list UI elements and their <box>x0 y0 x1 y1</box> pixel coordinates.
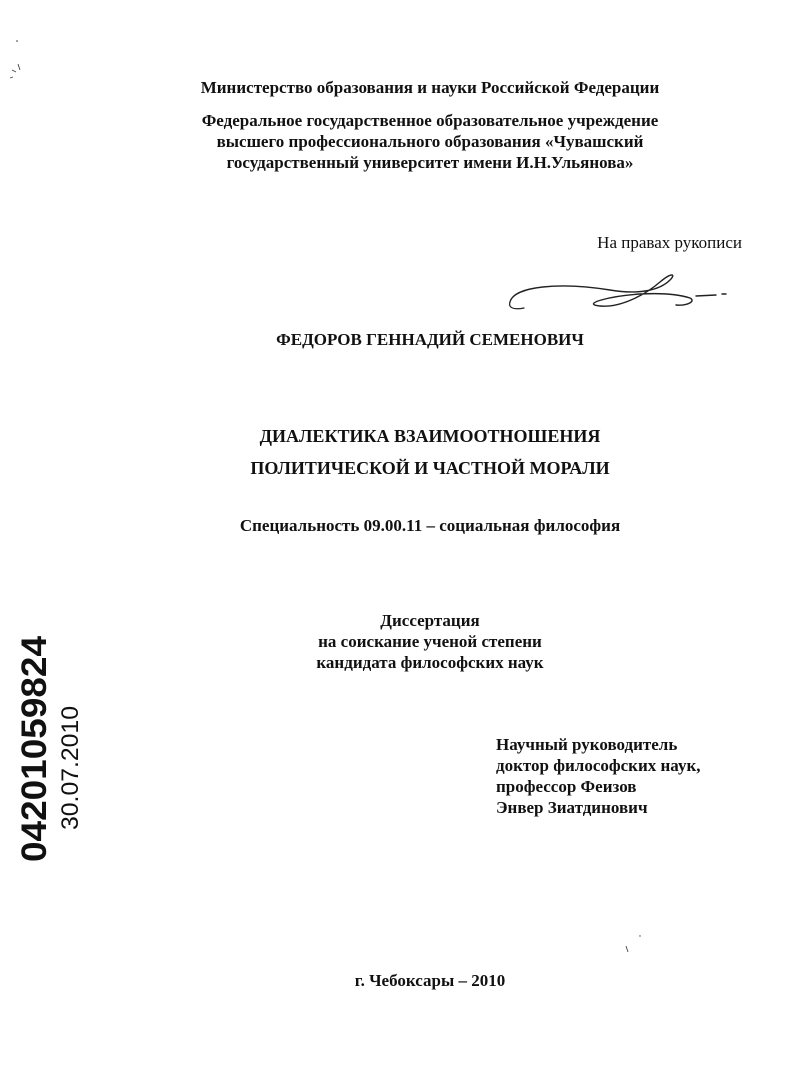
institution-heading <box>0 110 797 173</box>
ministry-heading: Министерство образования и науки Российской Федерации <box>200 78 660 97</box>
stamp-date: 30.07.2010 <box>57 709 84 830</box>
institution-line: высшего профессионального образования «Чувашский <box>216 132 644 151</box>
library-stamp <box>14 636 92 862</box>
institution-line: Федеральное государственное образовательное учреждение <box>201 111 659 130</box>
degree-line: на соискание ученой степени <box>318 632 542 651</box>
supervisor-line: Научный руководитель <box>496 735 678 754</box>
title-line: ПОЛИТИЧЕСКОЙ И ЧАСТНОЙ МОРАЛИ <box>250 458 610 478</box>
institution-line: государственный университет имени И.Н.Ульянова» <box>226 153 634 172</box>
supervisor-block <box>496 734 701 818</box>
author-name: ФЕДОРОВ ГЕННАДИЙ СЕМЕНОВИЧ <box>276 330 584 349</box>
supervisor-line: профессор Феизов <box>496 777 637 796</box>
degree-line: Диссертация <box>380 611 480 630</box>
degree-line: кандидата философских наук <box>316 653 544 672</box>
specialty-line: Специальность 09.00.11 – социальная философия <box>239 516 621 535</box>
signature <box>500 268 730 318</box>
supervisor-line: доктор философских наук, <box>496 756 701 775</box>
dissertation-title <box>0 420 797 484</box>
rights-note: На правах рукописи <box>597 233 742 252</box>
city-year: г. Чебоксары – 2010 <box>354 971 506 990</box>
title-line: ДИАЛЕКТИКА ВЗАИМООТНОШЕНИЯ <box>259 426 601 446</box>
degree-statement <box>0 610 797 673</box>
stamp-number: 04201059824 <box>15 647 54 862</box>
supervisor-line: Энвер Зиатдинович <box>496 798 648 817</box>
